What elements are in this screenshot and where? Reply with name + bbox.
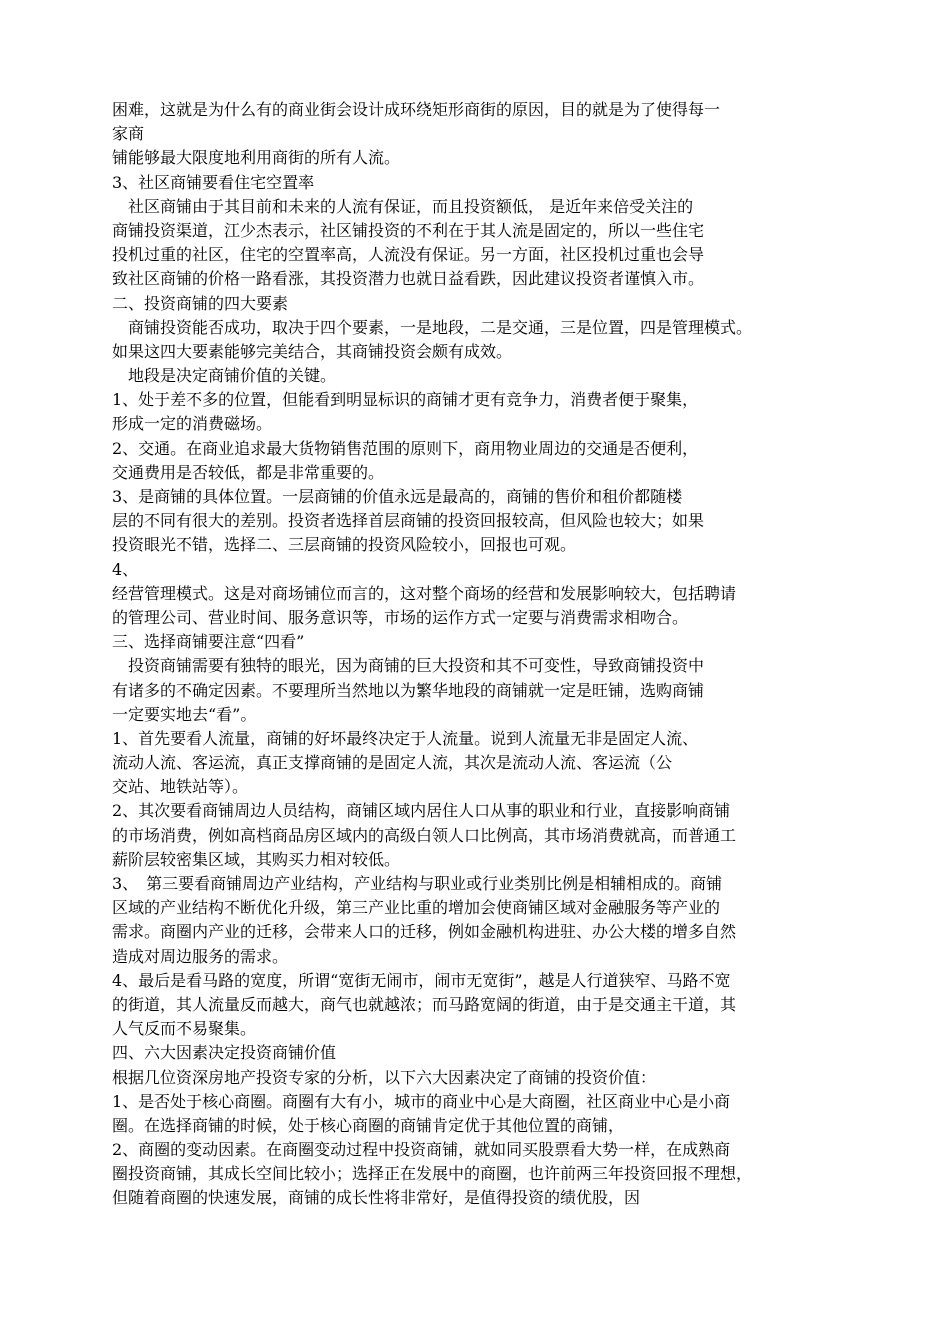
text-line: 区域的产业结构不断优化升级，第三产业比重的增加会使商铺区域对金融服务等产业的 — [112, 898, 721, 918]
text-line: 投资商铺需要有独特的眼光，因为商铺的巨大投资和其不可变性，导致商铺投资中 — [112, 656, 705, 676]
text-line: 需求。商圈内产业的迁移，会带来人口的迁移，例如金融机构进驻、办公大楼的增多自然 — [112, 922, 737, 942]
text-line: 形成一定的消费磁场。 — [112, 414, 273, 434]
text-line: 的管理公司、营业时间、服务意识等，市场的运作方式一定要与消费需求相吻合。 — [112, 607, 689, 627]
text-line: 3、是商铺的具体位置。一层商铺的价值永远是最高的，商铺的售价和租价都随楼 — [112, 487, 683, 506]
text-line: 铺能够最大限度地利用商街的所有人流。 — [112, 148, 401, 168]
text-line: 2、其次要看商铺周边人员结构，商铺区域内居住人口从事的职业和行业，直接影响商铺 — [112, 801, 731, 821]
section-heading: 四、六大因素决定投资商铺价值 — [112, 1043, 337, 1063]
text-line: 困难，这就是为什么有的商业街会设计成环绕矩形商街的原因，目的就是为了使得每一 — [112, 100, 721, 119]
text-line: 2、商圈的变动因素。在商圈变动过程中投资商铺，就如同买股票看大势一样，在成熟商 — [112, 1140, 731, 1160]
text-line: 交站、地铁站等）。 — [112, 777, 249, 797]
text-line: 造成对周边服务的需求。 — [112, 946, 289, 966]
text-line: 交通费用是否较低，都是非常重要的。 — [112, 462, 385, 482]
text-line: 经营管理模式。这是对商场铺位而言的，这对整个商场的经营和发展影响较大，包括聘请 — [112, 583, 737, 603]
text-line: 流动人流、客运流，真正支撑商铺的是固定人流，其次是流动人流、客运流（公 — [112, 753, 673, 773]
section-heading: 三、选择商铺要注意“四看” — [112, 632, 305, 652]
section-heading: 3、社区商铺要看住宅空置率 — [112, 172, 315, 192]
text-line: 1、处于差不多的位置，但能看到明显标识的商铺才更有竞争力，消费者便于聚集， — [112, 390, 699, 410]
text-line: 层的不同有很大的差别。投资者选择首层商铺的投资回报较高，但风险也较大；如果 — [112, 511, 705, 531]
text-line: 社区商铺由于其目前和未来的人流有保证，而且投资额低， 是近年来倍受关注的 — [112, 196, 694, 216]
text-line: 致社区商铺的价格一路看涨，其投资潜力也就日益看跌，因此建议投资者谨慎入市。 — [112, 269, 705, 289]
text-line: 商铺投资渠道，江少杰表示，社区铺投资的不利在于其人流是固定的，所以一些住宅 — [112, 220, 705, 240]
text-line: 地段是决定商铺价值的关键。 — [112, 366, 337, 386]
text-line: 但随着商圈的快速发展，商铺的成长性将非常好，是值得投资的绩优股，因 — [112, 1188, 641, 1208]
text-line: 家商 — [112, 124, 145, 144]
text-line: 3、 第三要看商铺周边产业结构，产业结构与职业或行业类别比例是相辅相成的。商铺 — [112, 874, 723, 893]
document-body — [112, 98, 852, 1211]
text-line: 一定要实地去“看”。 — [112, 704, 257, 724]
text-line: 商铺投资能否成功，取决于四个要素，一是地段，二是交通，三是位置，四是管理模式。 — [112, 317, 753, 337]
text-line: 4、 — [112, 559, 139, 579]
text-line: 有诸多的不确定因素。不要理所当然地以为繁华地段的商铺就一定是旺铺，选购商铺 — [112, 680, 705, 700]
text-line: 4、最后是看马路的宽度，所谓“宽街无闹市，闹市无宽街”，越是人行道狭窄、马路不宽 — [112, 970, 731, 990]
text-line: 薪阶层较密集区域，其购买力相对较低。 — [112, 849, 401, 869]
text-line: 如果这四大要素能够完美结合，其商铺投资会颇有成效。 — [112, 341, 513, 361]
text-line: 的街道，其人流量反而越大，商气也就越浓；而马路宽阔的街道，由于是交通主干道，其 — [112, 994, 737, 1014]
section-heading: 二、投资商铺的四大要素 — [112, 293, 289, 313]
text-line: 投机过重的社区，住宅的空置率高，人流没有保证。另一方面，社区投机过重也会导 — [112, 245, 705, 265]
text-line: 1、首先要看人流量，商铺的好坏最终决定于人流量。说到人流量无非是固定人流、 — [112, 728, 699, 748]
text-line: 圈投资商铺，其成长空间比较小；选择正在发展中的商圈，也许前两三年投资回报不理想， — [112, 1164, 753, 1184]
text-line: 的市场消费，例如高档商品房区域内的高级白领人口比例高，其市场消费就高，而普通工 — [112, 825, 737, 845]
text-line: 根据几位资深房地产投资专家的分析，以下六大因素决定了商铺的投资价值： — [112, 1067, 657, 1087]
text-line: 人气反而不易聚集。 — [112, 1019, 257, 1039]
text-line: 1、是否处于核心商圈。商圈有大有小，城市的商业中心是大商圈，社区商业中心是小商 — [112, 1091, 731, 1111]
text-line: 投资眼光不错，选择二、三层商铺的投资风险较小，回报也可观。 — [112, 535, 577, 555]
text-line: 圈。在选择商铺的时候，处于核心商圈的商铺肯定优于其他位置的商铺， — [112, 1115, 625, 1135]
text-line: 2、交通。在商业追求最大货物销售范围的原则下，商用物业周边的交通是否便利， — [112, 438, 699, 458]
